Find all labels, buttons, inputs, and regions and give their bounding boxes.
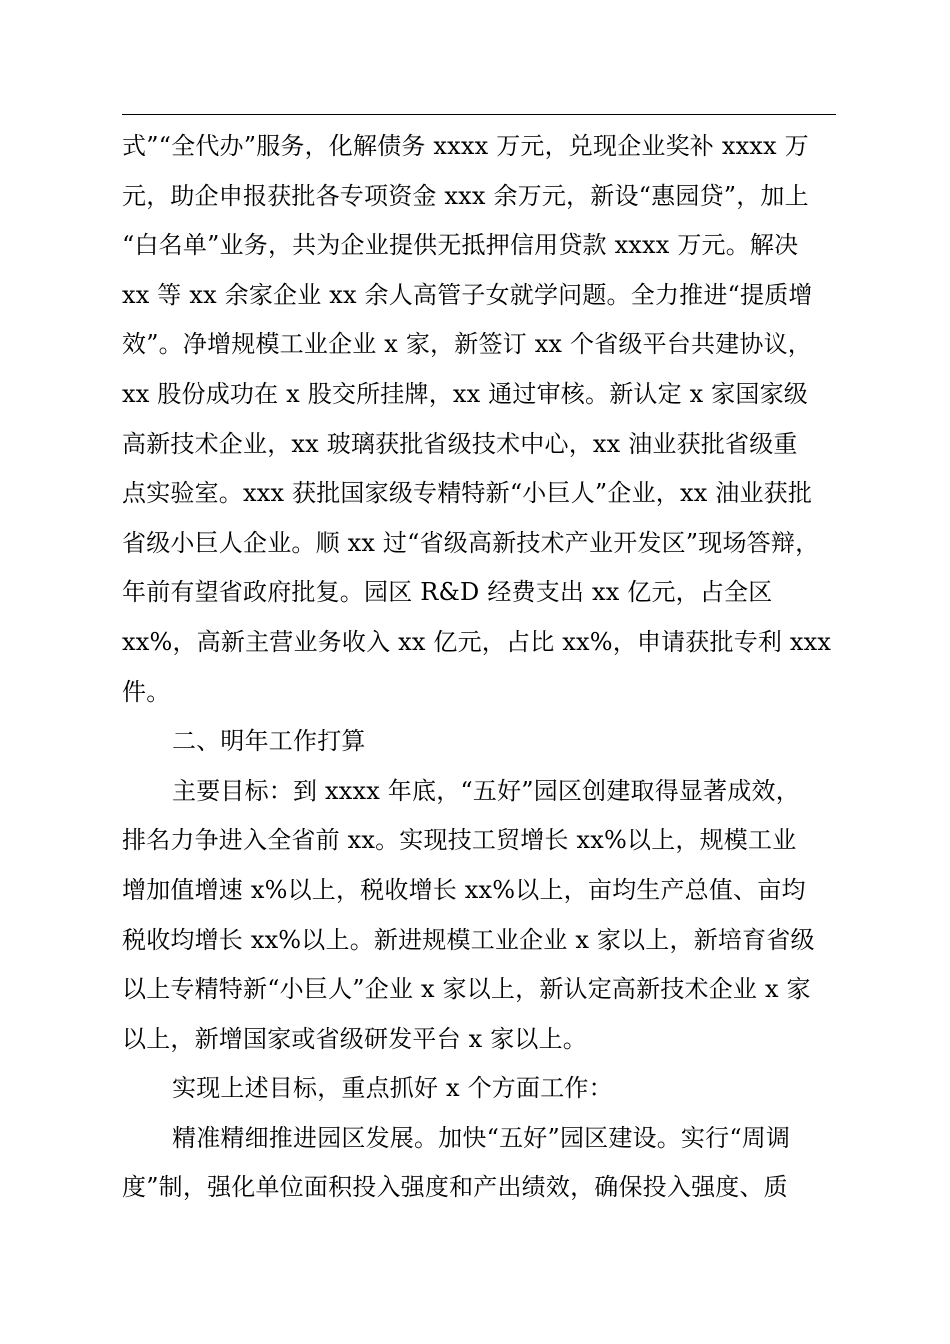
text-line: 税收均增长 xx%以上。新进规模工业企业 x 家以上，新培育省级: [122, 925, 815, 954]
text-line: xx 等 xx 余家企业 xx 余人高管子女就学问题。全力推进“提质增: [122, 280, 813, 309]
paragraph-start: 实现上述目标，重点抓好 x 个方面工作：: [172, 1074, 613, 1103]
text-line: xx 股份成功在 x 股交所挂牌，xx 通过审核。新认定 x 家国家级: [122, 379, 808, 408]
text-line: xx%，高新主营业务收入 xx 亿元，占比 xx%，申请获批专利 xxx: [122, 627, 832, 656]
text-line: 式”“全代办”服务，化解债务 xxxx 万元，兑现企业奖补 xxxx 万: [122, 132, 809, 160]
text-line: 以上，新增国家或省级研发平台 x 家以上。: [122, 1024, 587, 1053]
text-line: 效”。净增规模工业企业 x 家，新签订 xx 个省级平台共建协议，: [122, 330, 812, 359]
body-text: [122, 122, 862, 1213]
text-line: “白名单”业务，共为企业提供无抵押信用贷款 xxxx 万元。解决: [122, 231, 799, 260]
text-line: 年前有望省政府批复。园区 R&D 经费支出 xx 亿元，占全区: [122, 578, 773, 607]
section-heading: 二、明年工作打算: [172, 727, 366, 756]
header-rule: [122, 114, 836, 115]
paragraph-start: 精准精细推进园区发展。加快“五好”园区建设。实行“周调: [172, 1123, 791, 1152]
text-line: 度”制，强化单位面积投入强度和产出绩效，确保投入强度、质: [122, 1173, 788, 1202]
text-line: 件。: [122, 677, 171, 706]
text-line: 点实验室。xxx 获批国家级专精特新“小巨人”企业，xx 油业获批: [122, 479, 813, 508]
text-line: 增加值增速 x%以上，税收增长 xx%以上，亩均生产总值、亩均: [122, 875, 806, 904]
text-line: 元，助企申报获批各专项资金 xxx 余万元，新设“惠园贷”，加上: [122, 181, 809, 210]
text-line: 以上专精特新“小巨人”企业 x 家以上，新认定高新技术企业 x 家: [122, 975, 811, 1004]
paragraph-start: 主要目标：到 xxxx 年底，“五好”园区创建取得显著成效，: [172, 776, 800, 805]
text-line: 高新技术企业，xx 玻璃获批省级技术中心，xx 油业获批省级重: [122, 429, 798, 458]
text-line: 排名力争进入全省前 xx。实现技工贸增长 xx%以上，规模工业: [122, 826, 797, 855]
text-line: 省级小巨人企业。顺 xx 过“省级高新技术产业开发区”现场答辩，: [122, 528, 820, 557]
